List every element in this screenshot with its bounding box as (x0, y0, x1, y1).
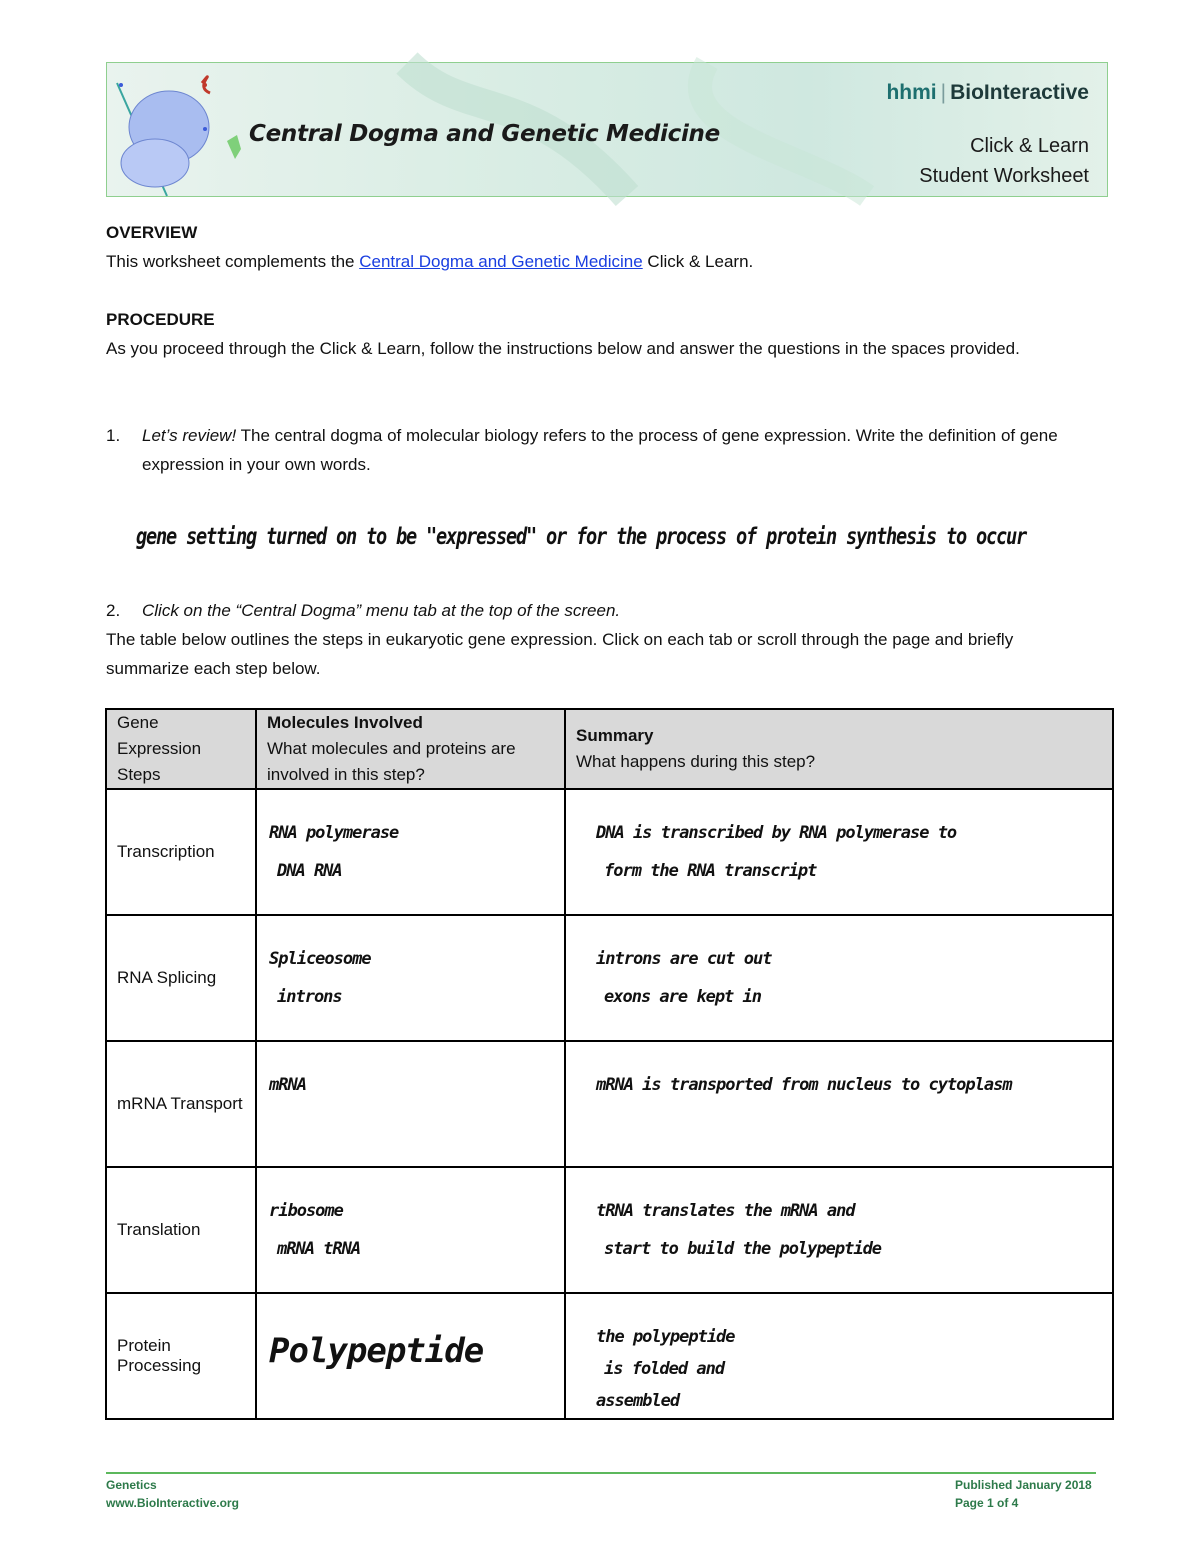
handwriting (566, 1294, 1110, 1416)
table-row (106, 915, 1113, 1041)
handwritten-line: Polypeptide (269, 1331, 484, 1371)
handwritten-line: Spliceosome (269, 949, 371, 969)
summary-answer (565, 1167, 1113, 1293)
molecules-answer (256, 1293, 565, 1419)
table-row (106, 1041, 1113, 1167)
handwritten-line: exons are kept in (604, 987, 761, 1007)
handwriting (566, 916, 1110, 1038)
handwritten-line: mRNA tRNA (277, 1239, 361, 1259)
question-1-handwritten-answer (130, 510, 1050, 560)
handwritten-line: RNA polymerase (269, 823, 399, 843)
table-header-row (106, 709, 1113, 789)
handwritten-line: mRNA (269, 1075, 306, 1095)
question-2 (106, 596, 1096, 683)
summary-answer (565, 1041, 1113, 1167)
step-name: Transcription (106, 789, 256, 915)
summary-answer (565, 915, 1113, 1041)
col-molecules-header: Molecules Involved What molecules and proteins are involved in this step? (256, 709, 565, 789)
molecules-answer (256, 789, 565, 915)
click-learn-link[interactable]: Central Dogma and Genetic Medicine (359, 252, 643, 271)
table-row (106, 789, 1113, 915)
molecules-answer (256, 1041, 565, 1167)
hhmi-biointeractive-logo: hhmi | BioInteractive (886, 81, 1089, 104)
gene-expression-table (105, 708, 1114, 1420)
handwriting (257, 916, 562, 1038)
header-banner (106, 62, 1108, 197)
handwritten-line: mRNA is transported from nucleus to cytoplasm (596, 1075, 1012, 1095)
handwritten-line: introns are cut out (596, 949, 772, 969)
question-2-text: The table below outlines the steps in eukaryotic gene expression. Click on each tab or scroll through the page and briefly summarize each step below. (106, 630, 1014, 678)
procedure-section (106, 305, 1096, 363)
step-name: RNA Splicing (106, 915, 256, 1041)
summary-answer (565, 789, 1113, 915)
footer-divider (106, 1472, 1096, 1474)
handwritten-line: DNA is transcribed by RNA polymerase to (596, 823, 957, 843)
handwritten-line: ribosome (269, 1201, 343, 1221)
handwritten-line: form the RNA transcript (604, 861, 817, 881)
step-name: mRNA Transport (106, 1041, 256, 1167)
handwritten-line: tRNA translates the mRNA and (596, 1201, 855, 1221)
procedure-text: As you proceed through the Click & Learn, follow the instructions below and answer the questions in the spaces provided. (106, 339, 1020, 358)
handwritten-line: start to build the polypeptide (604, 1239, 882, 1259)
handwriting (257, 1294, 562, 1416)
question-2-number: 2. (106, 601, 121, 620)
handwriting (257, 1168, 562, 1290)
table-row (106, 1293, 1113, 1419)
footer-right: Published January 2018 Page 1 of 4 (955, 1478, 1092, 1510)
step-name: Translation (106, 1167, 256, 1293)
overview-heading: OVERVIEW (106, 223, 198, 242)
molecules-answer (256, 915, 565, 1041)
handwriting (566, 1042, 1110, 1164)
handwritten-line: introns (277, 987, 342, 1007)
question-2-instruction: Click on the “Central Dogma” menu tab at the top of the screen. (142, 601, 621, 620)
col-summary-header: Summary What happens during this step? (565, 709, 1113, 789)
step-name: Protein Processing (106, 1293, 256, 1419)
svg-text:gene setting turned on to be ": gene setting turned on to be "expressed" or for the process of protein synthesis to occur (136, 524, 1028, 550)
overview-text: This worksheet complements the Central Dogma and Genetic Medicine Click & Learn. (106, 252, 754, 271)
worksheet-title: Central Dogma and Genetic Medicine (249, 121, 720, 147)
procedure-heading: PROCEDURE (106, 310, 215, 329)
handwriting (566, 1168, 1110, 1290)
molecules-answer (256, 1167, 565, 1293)
question-1-number: 1. (106, 426, 121, 445)
summary-answer (565, 1293, 1113, 1419)
banner-subtitle-click-learn: Click & Learn (970, 135, 1089, 157)
question-1: 1. Let’s review! The central dogma of molecular biology refers to the process of gene expression. Write the definition of gene expression in your own words. (106, 421, 1096, 479)
handwriting (566, 790, 1110, 912)
handwritten-line: DNA RNA (277, 861, 342, 881)
handwritten-line: assembled (596, 1391, 680, 1411)
overview-section (106, 218, 753, 276)
banner-subtitle-worksheet: Student Worksheet (919, 165, 1089, 187)
handwriting (257, 790, 562, 912)
table-row (106, 1167, 1113, 1293)
handwriting (257, 1042, 562, 1164)
footer-left: Genetics www.BioInteractive.org (106, 1478, 239, 1510)
handwritten-line: the polypeptide (596, 1327, 735, 1347)
col-steps-header: Gene Expression Steps (106, 709, 256, 789)
handwritten-line: is folded and (604, 1359, 725, 1379)
